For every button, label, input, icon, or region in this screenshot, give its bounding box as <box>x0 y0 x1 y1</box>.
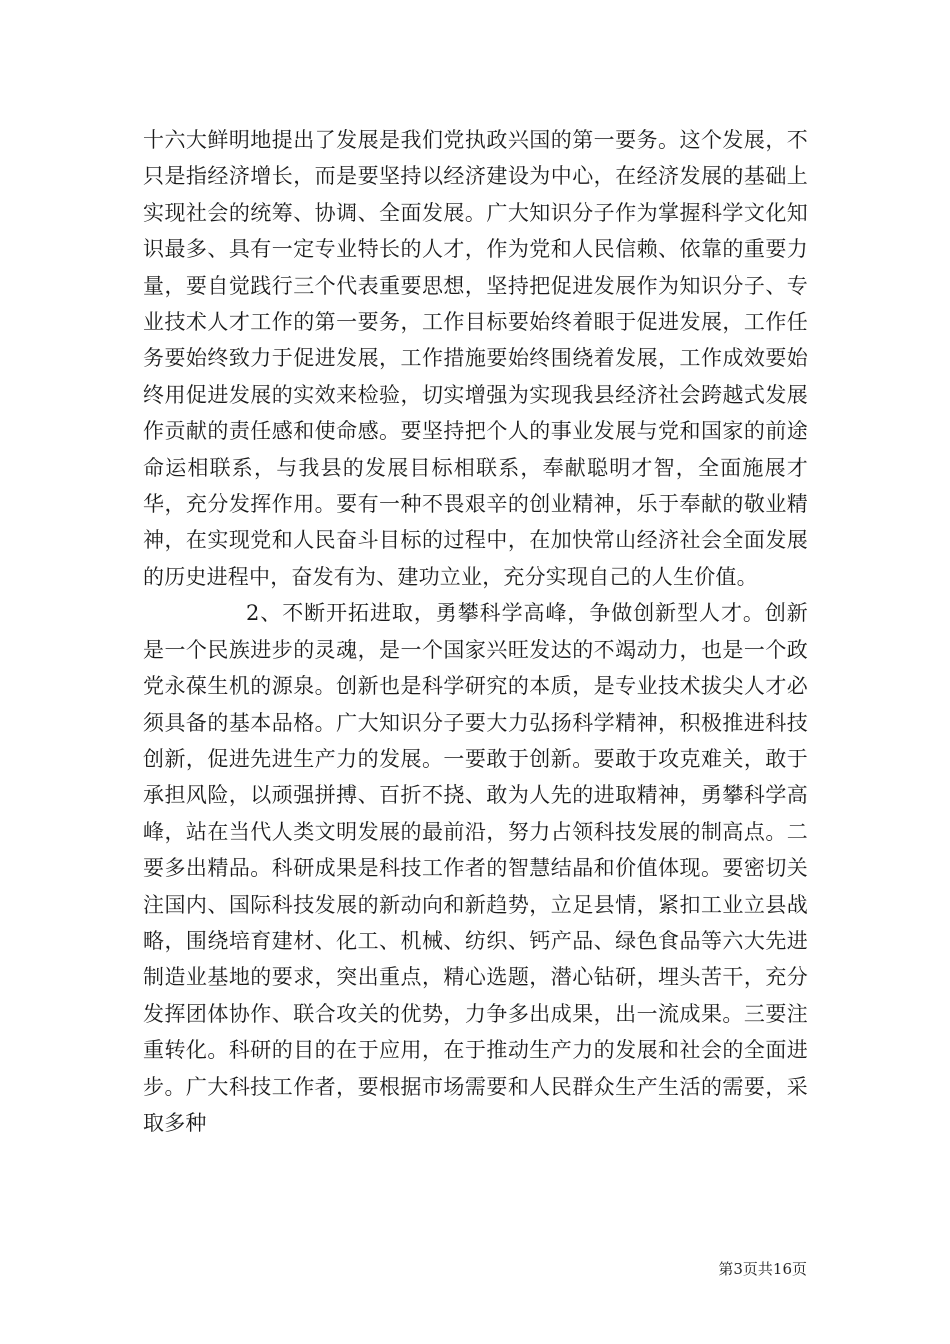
paragraph-2: 2、不断开拓进取，勇攀科学高峰，争做创新型人才。创新是一个民族进步的灵魂，是一个国家兴旺发达的不竭动力，也是一个政党永葆生机的源泉。创新也是科学研究的本质，是专业技术拔尖人才必须具备的基本品格。广大知识分子要大力弘扬科学精神，积极推进科技创新，促进先进生产力的发展。一要敢于创新。要敢于攻克难关，敢于承担风险，以顽强拼搏、百折不挠、敢为人先的进取精神，勇攀科学高峰，站在当代人类文明发展的最前沿，努力占领科技发展的制高点。二要多出精品。科研成果是科技工作者的智慧结晶和价值体现。要密切关注国内、国际科技发展的新动向和新趋势，立足县情，紧扣工业立县战略，围绕培育建材、化工、机械、纺织、钙产品、绿色食品等六大先进制造业基地的要求，突出重点，精心选题，潜心钻研，埋头苦干，充分发挥团体协作、联合攻关的优势，力争多出成果，出一流成果。三要注重转化。科研的目的在于应用，在于推动生产力的发展和社会的全面进步。广大科技工作者，要根据市场需要和人民群众生产生活的需要，采取多种 <box>143 601 808 1135</box>
paragraph-1: 十六大鲜明地提出了发展是我们党执政兴国的第一要务。这个发展，不只是指经济增长，而是要坚持以经济建设为中心，在经济发展的基础上实现社会的统筹、协调、全面发展。广大知识分子作为掌握科学文化知识最多、具有一定专业特长的人才，作为党和人民信赖、依靠的重要力量，要自觉践行三个代表重要思想，坚持把促进发展作为知识分子、专业技术人才工作的第一要务，工作目标要始终着眼于促进发展，工作任务要始终致力于促进发展，工作措施要始终围绕着发展，工作成效要始终用促进发展的实效来检验，切实增强为实现我县经济社会跨越式发展作贡献的责任感和使命感。要坚持把个人的事业发展与党和国家的前途命运相联系，与我县的发展目标相联系，奉献聪明才智，全面施展才华，充分发挥作用。要有一种不畏艰辛的创业精神，乐于奉献的敬业精神，在实现党和人民奋斗目标的过程中，在加快常山经济社会全面发展的历史进程中，奋发有为、建功立业，充分实现自己的人生价值。 <box>143 128 808 589</box>
body-text <box>143 122 808 1141</box>
page-number-footer: 第3页共16页 <box>718 1260 807 1278</box>
